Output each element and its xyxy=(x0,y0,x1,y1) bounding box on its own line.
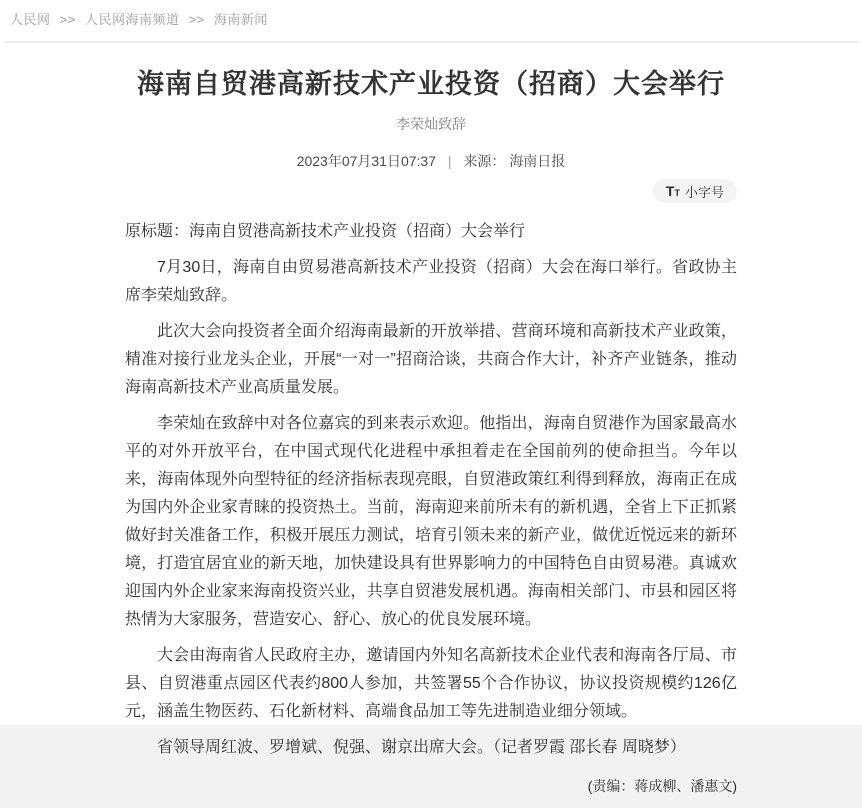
header-divider-line xyxy=(4,41,858,43)
publish-datetime: 2023年07月31日07:37 xyxy=(296,153,436,169)
font-size-icon: T T xyxy=(665,183,680,199)
original-title-line: 原标题：海南自贸港高新技术产业投资（招商）大会举行 xyxy=(125,223,526,240)
breadcrumb-link-hainan-channel[interactable]: 人民网海南频道 xyxy=(84,12,180,27)
article-paragraph: 省领导周红波、罗增斌、倪强、谢京出席大会。（记者罗霞 邵长春 周晓梦） xyxy=(157,739,686,756)
article-paragraph: 李荣灿在致辞中对各位嘉宾的到来表示欢迎。他指出，海南自贸港作为国家最高水平的对外开放平台，在中国式现代化进程中承担着走在全国前列的使命担当。今年以来，海南体现外向型特征的经济指标表现亮眼，自贸港政策红利得到释放，海南正在成为国内外企业家青睐的投资热土。当前，海南迎来前所未有的新机遇，全省上下正抓紧做好封关准备工作，积极开展压力测试，培育引领未来的新产业，做优近悦远来的新环境，打造宜居宜业的新天地，加快建设具有世界影响力的中国特色自由贸易港。真诚欢迎国内外企业家来海南投资兴业，共享自贸港发展机遇。海南相关部门、市县和园区将热情为大家服务，营造安心、舒心、放心的优良发展环境。 xyxy=(125,415,737,628)
breadcrumb-separator: >> xyxy=(59,12,76,27)
breadcrumb-separator: >> xyxy=(188,12,205,27)
source-name: 海南日报 xyxy=(509,153,566,169)
breadcrumb xyxy=(0,0,862,28)
breadcrumb-link-peoples-daily[interactable]: 人民网 xyxy=(10,12,51,27)
article-paragraph: 7月30日，海南自由贸易港高新技术产业投资（招商）大会在海口举行。省政协主席李荣灿致辞。 xyxy=(125,259,737,304)
article-paragraph: 大会由海南省人民政府主办，邀请国内外知名高新技术企业代表和海南各厅局、市县、自贸港重点园区代表约800人参加，共签署55个合作协议，协议投资规模约126亿元，涵盖生物医药、石化新材料、高端食品加工等先进制造业细分领域。 xyxy=(125,647,737,720)
breadcrumb-link-hainan-news[interactable]: 海南新闻 xyxy=(213,12,268,27)
source-label: 来源： xyxy=(463,153,506,169)
editors-credit: (责编：蒋成柳、潘惠文) xyxy=(587,778,737,794)
article-subtitle: 李荣灿致辞 xyxy=(396,116,466,132)
article-paragraph: 此次大会向投资者全面介绍海南最新的开放举措、营商环境和高新技术产业政策，精准对接行业龙头企业，开展“一对一”招商洽谈，共商合作大计，补齐产业链条，推动海南高新技术产业高质量发展。 xyxy=(125,323,737,396)
article-meta xyxy=(125,151,737,171)
page-title: 海南自贸港高新技术产业投资（招商）大会举行 xyxy=(137,69,725,99)
font-size-button[interactable] xyxy=(653,179,737,203)
article-toolbar xyxy=(125,179,737,203)
meta-divider: | xyxy=(447,153,452,169)
article-body xyxy=(125,218,737,762)
font-size-button-label: 小字号 xyxy=(684,184,724,200)
